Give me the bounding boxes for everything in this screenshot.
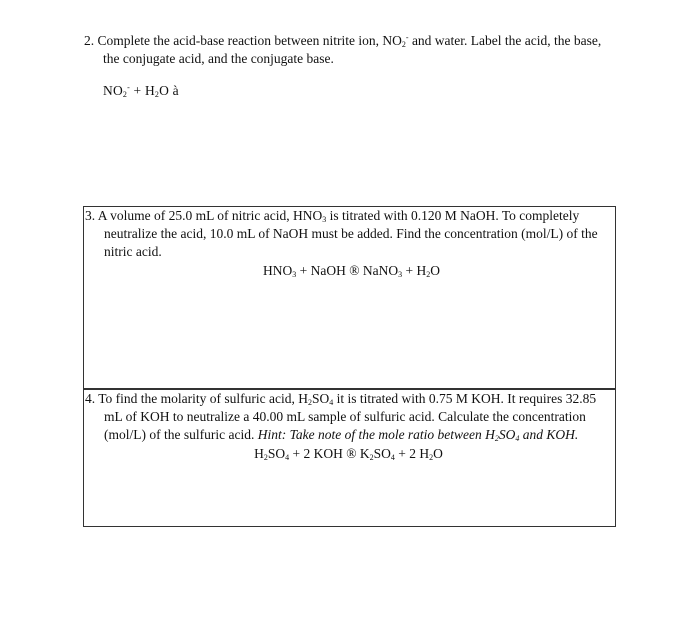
hint-part: SO — [498, 427, 516, 442]
eq-part: + 2 KOH ® K — [289, 446, 370, 461]
q3-sub: 3 — [322, 215, 327, 224]
q2-sub: 2 — [401, 40, 406, 49]
question-2 — [84, 32, 644, 99]
question-2-equation — [103, 82, 179, 100]
question-4-box — [83, 389, 616, 527]
q2-sup: - — [405, 33, 409, 42]
hint-part: and KOH. — [519, 427, 579, 442]
q3-line-1 — [85, 207, 610, 225]
q4-line-3 — [85, 426, 610, 444]
eq-part: O — [430, 263, 440, 278]
eq-sub: 4 — [390, 453, 395, 462]
hint-part: Hint: Take note of the mole ratio between H — [257, 427, 495, 442]
q4-sub: 2 — [308, 398, 313, 407]
question-3-equation — [85, 262, 610, 280]
q2-text-a: 2. Complete the acid-base reaction between nitrite ion, NO — [84, 33, 402, 48]
eq-part: + H — [402, 263, 427, 278]
hint-sub: 4 — [515, 434, 520, 443]
eq-sub: 2 — [426, 270, 431, 279]
eq-part: SO — [267, 446, 286, 461]
eq-part: NO — [103, 83, 123, 98]
eq-part: + H — [129, 83, 155, 98]
eq-part: + 2 H — [394, 446, 430, 461]
q4-line-2: mL of KOH to neutralize a 40.00 mL sample of sulfuric acid. Calculate the concentration — [104, 409, 586, 424]
question-3-box — [83, 206, 616, 389]
q4-hint — [258, 427, 579, 442]
eq-part: + NaOH ® NaNO — [296, 263, 399, 278]
eq-part: H — [254, 446, 264, 461]
eq-part: O — [433, 446, 443, 461]
question-4-equation — [85, 445, 610, 463]
question-2-line-1 — [84, 32, 644, 50]
eq-sub: 4 — [285, 453, 290, 462]
q3-line-3: nitric acid. — [104, 244, 162, 259]
question-3-text — [85, 207, 610, 280]
question-4-text — [85, 390, 610, 463]
q3-text-a: 3. A volume of 25.0 mL of nitric acid, HNO — [85, 208, 323, 223]
eq-sub: 3 — [292, 270, 297, 279]
hint-sub: 2 — [494, 434, 499, 443]
q4-text-c: it is titrated with 0.75 M KOH. It requires 32.85 — [333, 391, 597, 406]
q3-line-2: neutralize the acid, 10.0 mL of NaOH must be added. Find the concentration (mol/L) of the — [104, 226, 598, 241]
question-2-line-2: the conjugate acid, and the conjugate base. — [103, 51, 334, 66]
q4-line-1 — [85, 390, 610, 408]
eq-sup: - — [127, 83, 130, 92]
eq-sub: 2 — [122, 90, 128, 99]
eq-sub: 2 — [154, 90, 160, 99]
eq-sub: 3 — [398, 270, 403, 279]
eq-sub: 2 — [263, 453, 268, 462]
q4-text-b: SO — [312, 391, 330, 406]
q2-text-b: and water. Label the acid, the base, — [408, 33, 602, 48]
q3-text-b: is titrated with 0.120 M NaOH. To completely — [326, 208, 580, 223]
eq-part: SO — [373, 446, 391, 461]
q4-text: (mol/L) of the sulfuric acid. — [104, 427, 258, 442]
eq-part: HNO — [263, 263, 293, 278]
eq-sub: 2 — [429, 453, 434, 462]
eq-part: O à — [159, 83, 179, 98]
q4-text-a: 4. To find the molarity of sulfuric acid, H — [85, 391, 309, 406]
eq-sub: 2 — [369, 453, 374, 462]
q4-sub: 4 — [329, 398, 334, 407]
